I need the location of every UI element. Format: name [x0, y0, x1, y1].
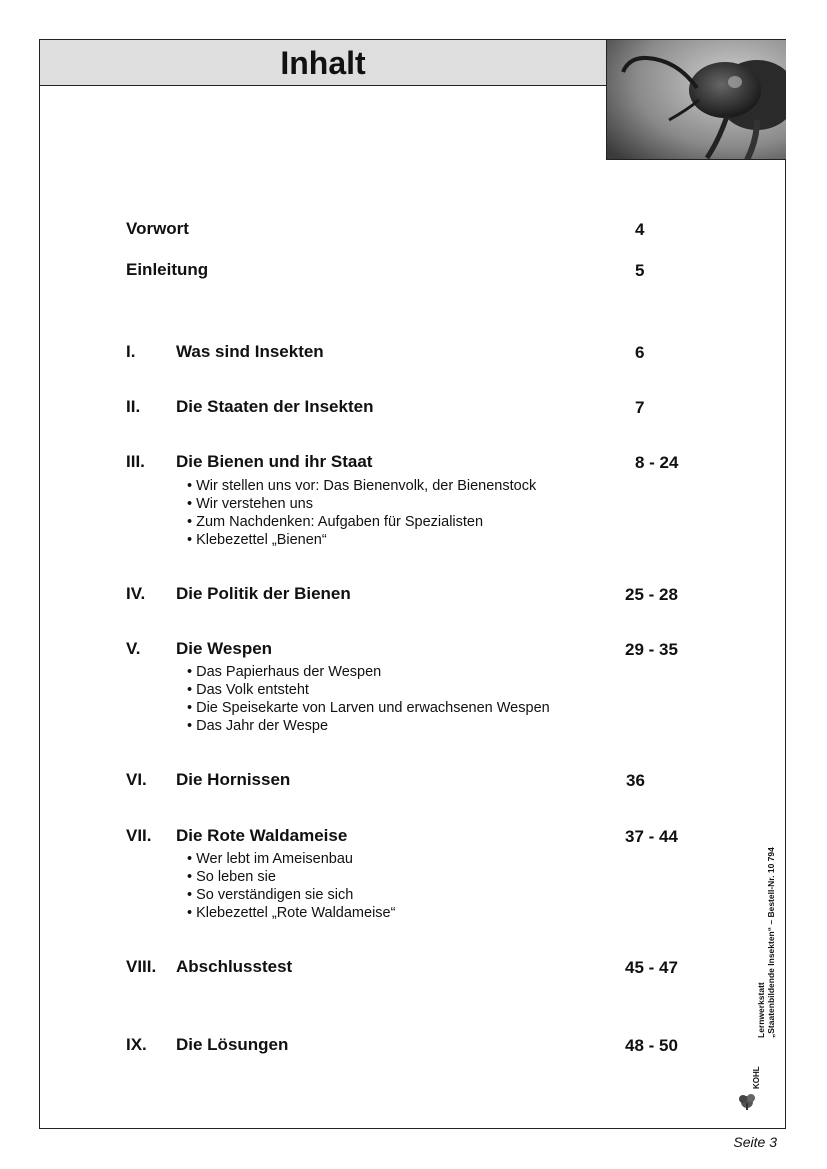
toc-subitem: • Zum Nachdenken: Aufgaben für Spezialisten [187, 514, 484, 530]
toc-subitem: • Wir stellen uns vor: Das Bienenvolk, der Bienenstock [187, 478, 537, 494]
publisher-name: KOHL [752, 1066, 761, 1089]
toc-subitem: • Das Jahr der Wespe [187, 718, 329, 734]
toc-subitem: • So leben sie [187, 869, 276, 885]
toc-sublist [187, 663, 550, 735]
toc-page: 25 - 28 [625, 585, 678, 604]
toc-subitem: • Klebezettel „Bienen“ [187, 532, 327, 548]
toc-page: 37 - 44 [625, 827, 678, 846]
toc-subitem: • Die Speisekarte von Larven und erwachsenen Wespen [187, 700, 550, 716]
ant-photo [606, 40, 786, 160]
toc-subitem: • Wer lebt im Ameisenbau [187, 851, 353, 867]
toc-subitem: • Das Papierhaus der Wespen [187, 664, 382, 680]
toc-subitem: • Das Volk entsteht [187, 682, 309, 698]
page-title: Inhalt [40, 40, 606, 86]
toc-page: 7 [635, 398, 645, 417]
toc-page: 8 - 24 [635, 453, 679, 472]
toc-page: 4 [635, 220, 645, 239]
toc-page: 6 [635, 343, 645, 362]
toc-page: 36 [626, 771, 645, 790]
toc-sublist [187, 477, 536, 549]
toc-subitem: • Wir verstehen uns [187, 496, 313, 512]
toc-page: 5 [635, 261, 645, 280]
series-title-order: „Staatenbildende Insekten“ – Bestell-Nr. 10 794 [766, 847, 776, 1038]
toc-sublist [187, 850, 395, 922]
series-name: Lernwerkstatt [756, 982, 766, 1038]
toc-page: 48 - 50 [625, 1036, 678, 1055]
toc-page: 45 - 47 [625, 958, 678, 977]
publisher-logo [738, 1045, 772, 1111]
toc-subitem: • Klebezettel „Rote Waldameise“ [187, 905, 396, 921]
toc-subitem: • So verständigen sie sich [187, 887, 354, 903]
toc-page: 29 - 35 [625, 640, 678, 659]
page-number: Seite 3 [733, 1134, 777, 1150]
